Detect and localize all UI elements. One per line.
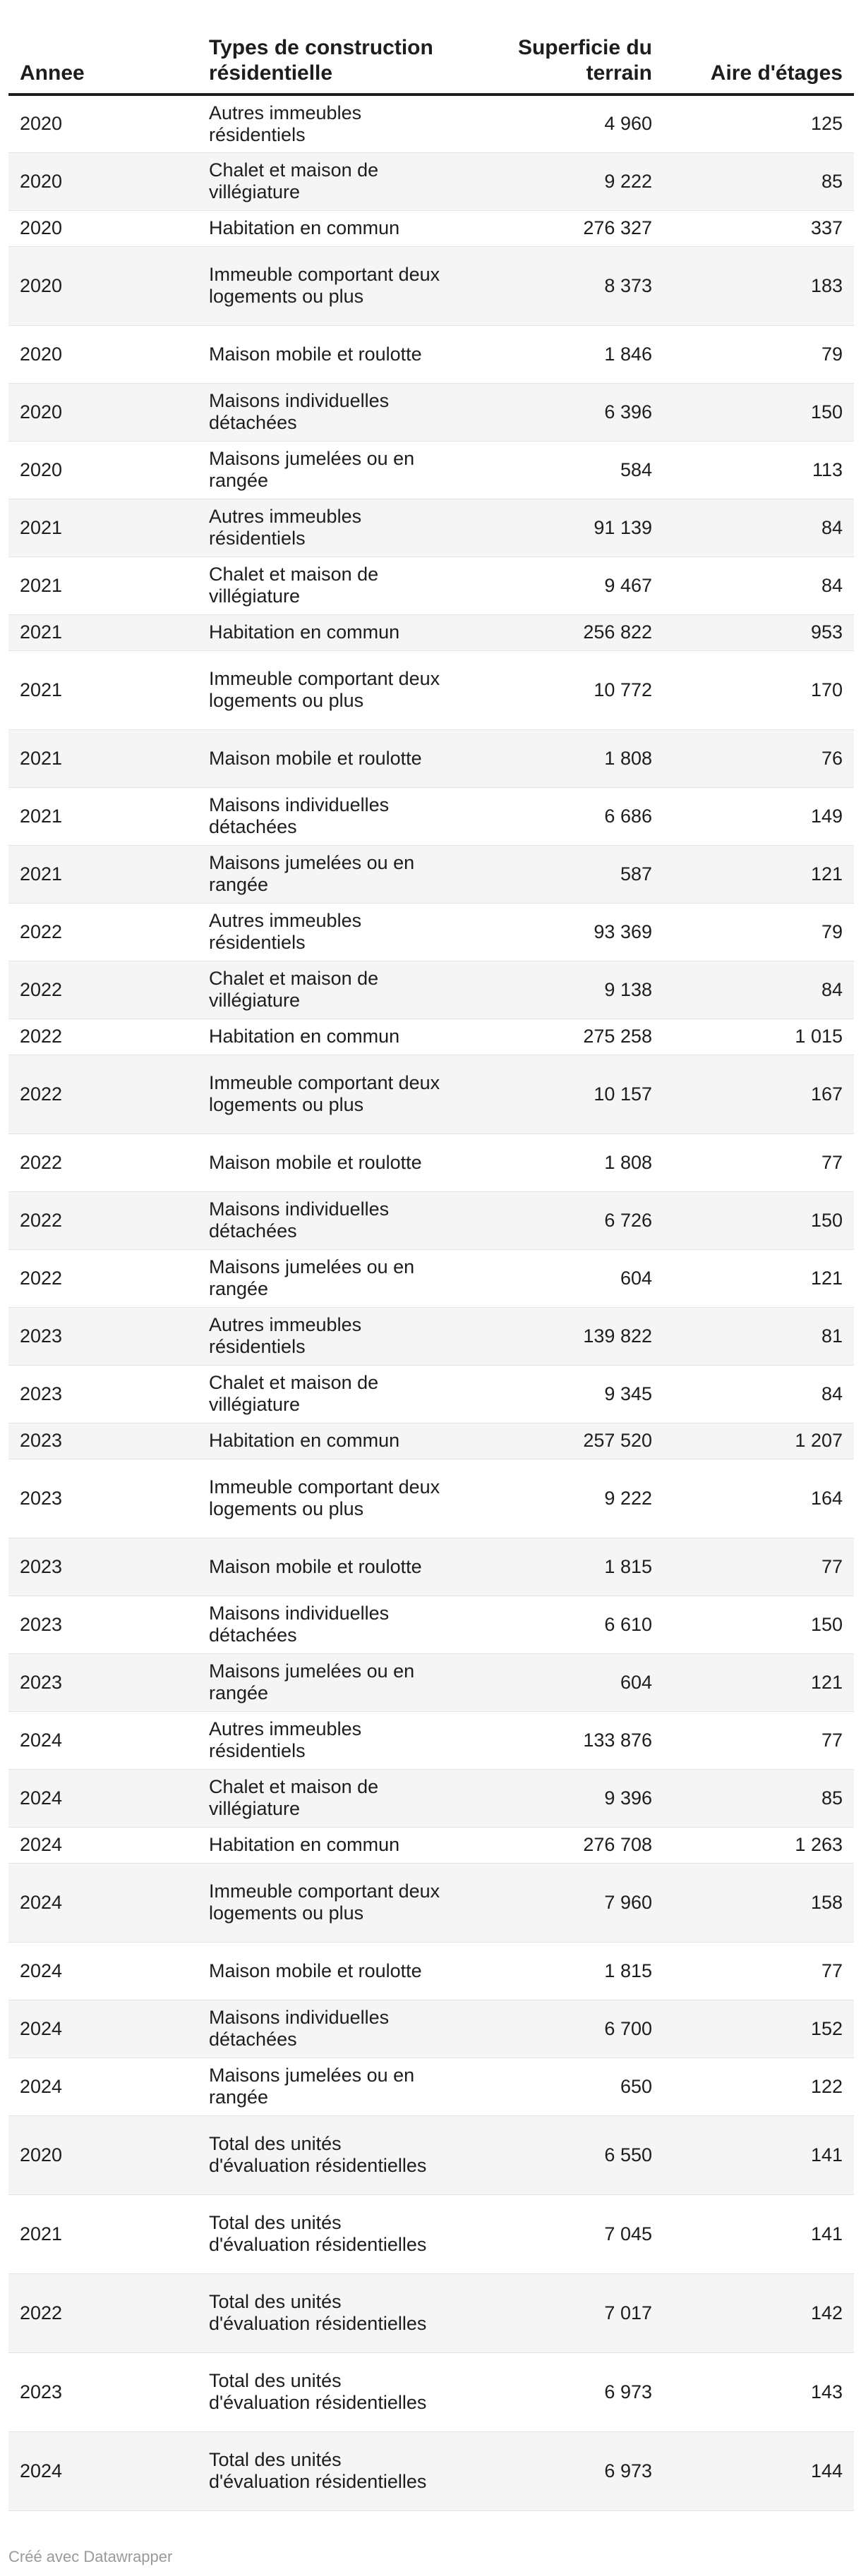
cell-aire: 84 xyxy=(663,499,854,557)
cell-superficie: 9 467 xyxy=(455,557,663,614)
cell-annee: 2024 xyxy=(8,1769,198,1827)
cell-superficie: 133 876 xyxy=(455,1711,663,1769)
table-row xyxy=(8,152,854,210)
table-row xyxy=(8,1365,854,1423)
cell-annee: 2021 xyxy=(8,499,198,557)
cell-superficie: 9 222 xyxy=(455,152,663,210)
cell-annee: 2023 xyxy=(8,1538,198,1596)
table-row xyxy=(8,2431,854,2510)
cell-superficie: 139 822 xyxy=(455,1307,663,1365)
cell-aire: 1 207 xyxy=(663,1423,854,1459)
cell-annee: 2020 xyxy=(8,246,198,325)
cell-superficie: 91 139 xyxy=(455,499,663,557)
table-row xyxy=(8,1827,854,1863)
table-row xyxy=(8,1653,854,1711)
cell-superficie: 7 960 xyxy=(455,1863,663,1942)
cell-aire: 1 263 xyxy=(663,1827,854,1863)
cell-type: Maisons individuelles détachées xyxy=(198,1191,455,1249)
cell-type: Habitation en commun xyxy=(198,1827,455,1863)
table-row xyxy=(8,2194,854,2273)
cell-aire: 121 xyxy=(663,1249,854,1307)
cell-annee: 2022 xyxy=(8,903,198,961)
cell-superficie: 6 550 xyxy=(455,2115,663,2194)
cell-type: Habitation en commun xyxy=(198,1019,455,1055)
cell-superficie: 1 808 xyxy=(455,1134,663,1191)
cell-superficie: 256 822 xyxy=(455,614,663,650)
cell-type: Maisons individuelles détachées xyxy=(198,1596,455,1653)
cell-annee: 2024 xyxy=(8,1827,198,1863)
cell-type: Maisons individuelles détachées xyxy=(198,2000,455,2058)
cell-type: Total des unités d'évaluation résidentielles xyxy=(198,2352,455,2431)
cell-superficie: 1 808 xyxy=(455,729,663,787)
column-header-type[interactable]: Types de construction résidentielle xyxy=(198,28,455,95)
table-row xyxy=(8,383,854,441)
cell-aire: 84 xyxy=(663,557,854,614)
cell-aire: 150 xyxy=(663,1596,854,1653)
cell-aire: 84 xyxy=(663,961,854,1019)
cell-aire: 77 xyxy=(663,1538,854,1596)
table-row xyxy=(8,729,854,787)
cell-superficie: 604 xyxy=(455,1249,663,1307)
cell-type: Chalet et maison de villégiature xyxy=(198,961,455,1019)
cell-type: Autres immeubles résidentiels xyxy=(198,1711,455,1769)
cell-aire: 152 xyxy=(663,2000,854,2058)
cell-aire: 150 xyxy=(663,1191,854,1249)
cell-superficie: 257 520 xyxy=(455,1423,663,1459)
table-row xyxy=(8,961,854,1019)
cell-annee: 2022 xyxy=(8,1191,198,1249)
cell-type: Autres immeubles résidentiels xyxy=(198,499,455,557)
cell-aire: 170 xyxy=(663,650,854,729)
cell-aire: 337 xyxy=(663,210,854,246)
cell-annee: 2022 xyxy=(8,1055,198,1134)
table-row xyxy=(8,1249,854,1307)
cell-type: Maison mobile et roulotte xyxy=(198,729,455,787)
cell-superficie: 1 846 xyxy=(455,325,663,383)
cell-superficie: 7 045 xyxy=(455,2194,663,2273)
cell-annee: 2021 xyxy=(8,845,198,903)
table-row xyxy=(8,95,854,152)
cell-type: Maison mobile et roulotte xyxy=(198,1134,455,1191)
table-row xyxy=(8,787,854,845)
cell-type: Maisons individuelles détachées xyxy=(198,383,455,441)
cell-aire: 150 xyxy=(663,383,854,441)
cell-annee: 2020 xyxy=(8,325,198,383)
cell-type: Maison mobile et roulotte xyxy=(198,325,455,383)
cell-superficie: 275 258 xyxy=(455,1019,663,1055)
cell-superficie: 650 xyxy=(455,2058,663,2115)
cell-annee: 2023 xyxy=(8,1365,198,1423)
cell-type: Immeuble comportant deux logements ou plus xyxy=(198,246,455,325)
table-row xyxy=(8,246,854,325)
cell-aire: 142 xyxy=(663,2273,854,2352)
cell-aire: 121 xyxy=(663,845,854,903)
cell-annee: 2021 xyxy=(8,557,198,614)
cell-aire: 85 xyxy=(663,152,854,210)
cell-annee: 2020 xyxy=(8,152,198,210)
cell-type: Chalet et maison de villégiature xyxy=(198,557,455,614)
cell-aire: 121 xyxy=(663,1653,854,1711)
cell-type: Chalet et maison de villégiature xyxy=(198,152,455,210)
table-row xyxy=(8,2273,854,2352)
cell-annee: 2021 xyxy=(8,787,198,845)
table-row xyxy=(8,650,854,729)
cell-annee: 2022 xyxy=(8,961,198,1019)
cell-type: Immeuble comportant deux logements ou plus xyxy=(198,1863,455,1942)
table-row xyxy=(8,1863,854,1942)
cell-type: Total des unités d'évaluation résidentielles xyxy=(198,2431,455,2510)
cell-aire: 122 xyxy=(663,2058,854,2115)
cell-superficie: 9 396 xyxy=(455,1769,663,1827)
cell-superficie: 7 017 xyxy=(455,2273,663,2352)
cell-annee: 2020 xyxy=(8,441,198,499)
cell-annee: 2020 xyxy=(8,210,198,246)
table-row xyxy=(8,2115,854,2194)
cell-annee: 2022 xyxy=(8,1134,198,1191)
cell-aire: 167 xyxy=(663,1055,854,1134)
cell-annee: 2023 xyxy=(8,1596,198,1653)
cell-annee: 2022 xyxy=(8,1019,198,1055)
cell-superficie: 93 369 xyxy=(455,903,663,961)
cell-superficie: 276 327 xyxy=(455,210,663,246)
cell-superficie: 6 700 xyxy=(455,2000,663,2058)
column-header-aire[interactable]: Aire d'étages xyxy=(663,28,854,95)
cell-superficie: 4 960 xyxy=(455,95,663,152)
table-row xyxy=(8,2058,854,2115)
cell-annee: 2023 xyxy=(8,1653,198,1711)
cell-type: Immeuble comportant deux logements ou plus xyxy=(198,650,455,729)
cell-annee: 2020 xyxy=(8,95,198,152)
table-row xyxy=(8,1459,854,1538)
cell-aire: 143 xyxy=(663,2352,854,2431)
cell-superficie: 6 396 xyxy=(455,383,663,441)
cell-aire: 141 xyxy=(663,2194,854,2273)
table-body xyxy=(8,95,854,2510)
data-table xyxy=(8,28,854,2511)
cell-superficie: 9 345 xyxy=(455,1365,663,1423)
cell-aire: 85 xyxy=(663,1769,854,1827)
column-header-annee[interactable]: Annee xyxy=(8,28,198,95)
cell-type: Maisons jumelées ou en rangée xyxy=(198,2058,455,2115)
cell-annee: 2022 xyxy=(8,2273,198,2352)
cell-annee: 2021 xyxy=(8,2194,198,2273)
table-row xyxy=(8,1307,854,1365)
cell-aire: 1 015 xyxy=(663,1019,854,1055)
cell-superficie: 6 973 xyxy=(455,2431,663,2510)
table-row xyxy=(8,1942,854,2000)
table-row xyxy=(8,1769,854,1827)
cell-type: Maison mobile et roulotte xyxy=(198,1538,455,1596)
cell-type: Autres immeubles résidentiels xyxy=(198,1307,455,1365)
cell-annee: 2024 xyxy=(8,1711,198,1769)
cell-superficie: 584 xyxy=(455,441,663,499)
cell-annee: 2021 xyxy=(8,729,198,787)
cell-annee: 2023 xyxy=(8,1423,198,1459)
table-row xyxy=(8,845,854,903)
cell-annee: 2021 xyxy=(8,650,198,729)
cell-annee: 2023 xyxy=(8,1307,198,1365)
table-row xyxy=(8,1596,854,1653)
table-row xyxy=(8,210,854,246)
table-row xyxy=(8,1711,854,1769)
cell-type: Maisons individuelles détachées xyxy=(198,787,455,845)
cell-aire: 84 xyxy=(663,1365,854,1423)
cell-aire: 141 xyxy=(663,2115,854,2194)
cell-superficie: 6 686 xyxy=(455,787,663,845)
cell-type: Maisons jumelées ou en rangée xyxy=(198,845,455,903)
cell-annee: 2022 xyxy=(8,1249,198,1307)
table-row xyxy=(8,441,854,499)
cell-annee: 2023 xyxy=(8,1459,198,1538)
table-row xyxy=(8,903,854,961)
cell-aire: 77 xyxy=(663,1942,854,2000)
column-header-superficie[interactable]: Superficie du terrain xyxy=(455,28,663,95)
cell-type: Immeuble comportant deux logements ou plus xyxy=(198,1459,455,1538)
cell-superficie: 6 973 xyxy=(455,2352,663,2431)
cell-type: Chalet et maison de villégiature xyxy=(198,1769,455,1827)
cell-annee: 2024 xyxy=(8,1942,198,2000)
cell-superficie: 276 708 xyxy=(455,1827,663,1863)
cell-superficie: 10 772 xyxy=(455,650,663,729)
table-row xyxy=(8,325,854,383)
cell-superficie: 587 xyxy=(455,845,663,903)
cell-annee: 2023 xyxy=(8,2352,198,2431)
cell-aire: 149 xyxy=(663,787,854,845)
cell-superficie: 604 xyxy=(455,1653,663,1711)
cell-aire: 953 xyxy=(663,614,854,650)
cell-type: Total des unités d'évaluation résidentielles xyxy=(198,2194,455,2273)
cell-aire: 79 xyxy=(663,903,854,961)
cell-aire: 77 xyxy=(663,1134,854,1191)
cell-annee: 2020 xyxy=(8,383,198,441)
table-row xyxy=(8,1538,854,1596)
cell-type: Autres immeubles résidentiels xyxy=(198,95,455,152)
cell-aire: 158 xyxy=(663,1863,854,1942)
table-row xyxy=(8,557,854,614)
cell-aire: 113 xyxy=(663,441,854,499)
cell-type: Habitation en commun xyxy=(198,210,455,246)
cell-superficie: 9 138 xyxy=(455,961,663,1019)
table-row xyxy=(8,2000,854,2058)
table-row xyxy=(8,499,854,557)
cell-type: Total des unités d'évaluation résidentielles xyxy=(198,2115,455,2194)
cell-type: Total des unités d'évaluation résidentielles xyxy=(198,2273,455,2352)
cell-type: Habitation en commun xyxy=(198,614,455,650)
cell-annee: 2020 xyxy=(8,2115,198,2194)
table-row xyxy=(8,1134,854,1191)
cell-annee: 2024 xyxy=(8,1863,198,1942)
cell-aire: 183 xyxy=(663,246,854,325)
table-row xyxy=(8,1423,854,1459)
cell-type: Maisons jumelées ou en rangée xyxy=(198,1653,455,1711)
cell-superficie: 6 726 xyxy=(455,1191,663,1249)
table-row xyxy=(8,1019,854,1055)
cell-annee: 2024 xyxy=(8,2058,198,2115)
cell-aire: 164 xyxy=(663,1459,854,1538)
cell-type: Maison mobile et roulotte xyxy=(198,1942,455,2000)
cell-superficie: 10 157 xyxy=(455,1055,663,1134)
cell-superficie: 1 815 xyxy=(455,1942,663,2000)
table-header-row xyxy=(8,28,854,95)
cell-superficie: 8 373 xyxy=(455,246,663,325)
cell-aire: 81 xyxy=(663,1307,854,1365)
cell-annee: 2021 xyxy=(8,614,198,650)
cell-type: Autres immeubles résidentiels xyxy=(198,903,455,961)
cell-aire: 125 xyxy=(663,95,854,152)
cell-type: Habitation en commun xyxy=(198,1423,455,1459)
cell-type: Maisons jumelées ou en rangée xyxy=(198,441,455,499)
cell-superficie: 6 610 xyxy=(455,1596,663,1653)
cell-aire: 76 xyxy=(663,729,854,787)
cell-aire: 79 xyxy=(663,325,854,383)
table-row xyxy=(8,2352,854,2431)
cell-type: Immeuble comportant deux logements ou plus xyxy=(198,1055,455,1134)
table-row xyxy=(8,1191,854,1249)
cell-type: Maisons jumelées ou en rangée xyxy=(198,1249,455,1307)
cell-aire: 144 xyxy=(663,2431,854,2510)
table-row xyxy=(8,614,854,650)
table-row xyxy=(8,1055,854,1134)
cell-annee: 2024 xyxy=(8,2431,198,2510)
cell-annee: 2024 xyxy=(8,2000,198,2058)
cell-type: Chalet et maison de villégiature xyxy=(198,1365,455,1423)
cell-aire: 77 xyxy=(663,1711,854,1769)
datawrapper-credit[interactable]: Créé avec Datawrapper xyxy=(8,2548,173,2565)
cell-superficie: 9 222 xyxy=(455,1459,663,1538)
cell-superficie: 1 815 xyxy=(455,1538,663,1596)
